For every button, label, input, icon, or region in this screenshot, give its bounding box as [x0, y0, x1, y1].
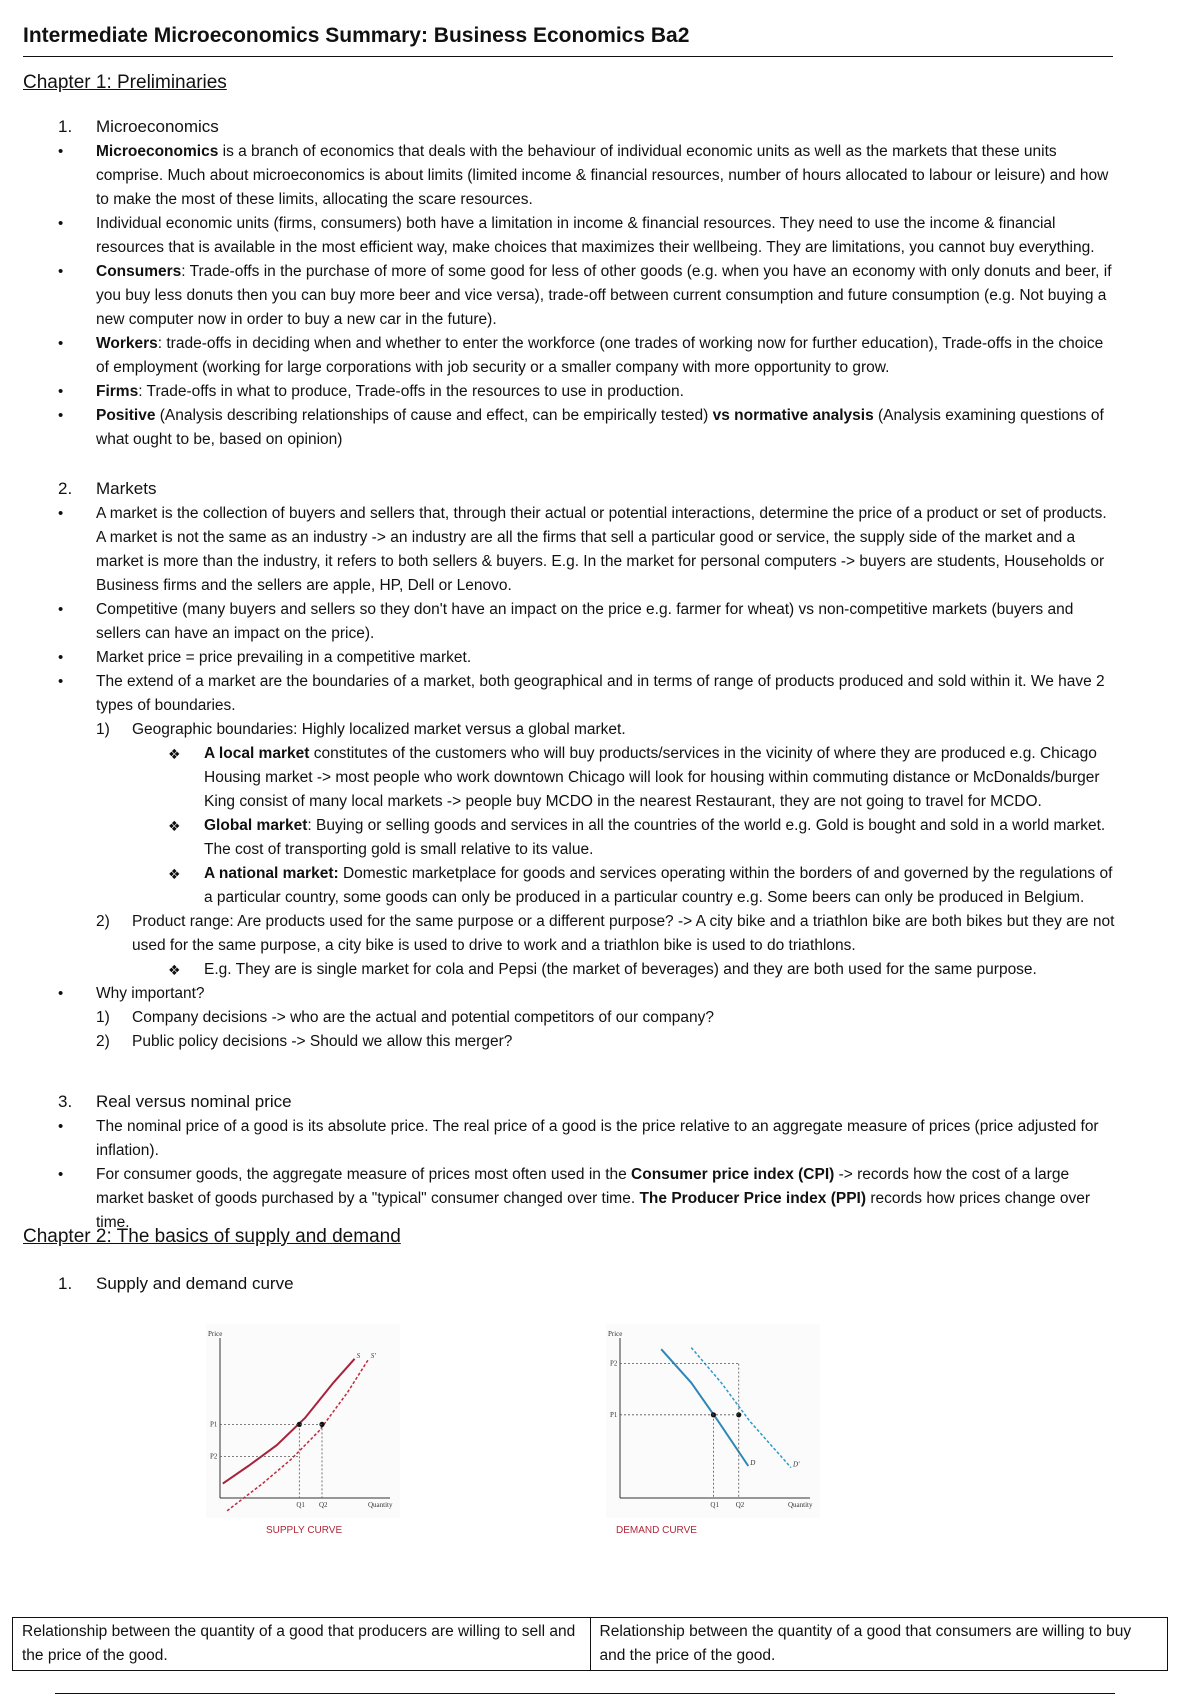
chapter-2-heading: Chapter 2: The basics of supply and demand	[23, 1226, 401, 1247]
numbered-item: 1) Geographic boundaries: Highly localized market versus a global market.	[96, 721, 626, 738]
bullet-item: • Workers: trade-offs in deciding when and whether to enter the workforce (one trades of working now for further education), Trade-offs in the choice of employment (working for large corporations with job security or a smaller company with more opportunity to grow.	[58, 332, 1118, 380]
section-title: Markets	[96, 479, 157, 498]
y-tick-label: P2	[610, 1359, 618, 1368]
y-axis-label: Price	[608, 1330, 623, 1338]
x-tick-label: Q1	[710, 1501, 719, 1509]
section-number: 3.	[58, 1092, 73, 1111]
y-axis-label: Price	[208, 1330, 223, 1338]
bullet-item: • Why important?	[58, 982, 1118, 1006]
diamond-bullet-item: ❖ E.g. They are is single market for cola and Pepsi (the market of beverages) and they are both used for the same purpose.	[58, 958, 1118, 982]
table-row	[13, 1618, 1168, 1671]
bottom-divider	[55, 1693, 1115, 1694]
section-number: 1.	[58, 1274, 73, 1293]
bullet-item: • The extend of a market are the boundaries of a market, both geographical and in terms of range of products produced and sold within it. We have 2 types of boundaries.	[58, 670, 1118, 718]
definition-table	[12, 1617, 1168, 1671]
x-axis-label: Quantity	[368, 1501, 393, 1509]
bullet-item: • Market price = price prevailing in a competitive market.	[58, 646, 1118, 670]
diamond-bullet-item: ❖ A local market constitutes of the customers who will buy products/services in the vicinity of where they are produced e.g. Chicago Housing market -> most people who work downtown Chicago will look for housing within commuting distance or McDonalds/burger King consist of many local markets -> people buy MCDO in the nearest Restaurant, they are not going to travel for MCDO.	[58, 742, 1118, 814]
series-label: S	[356, 1351, 361, 1360]
demand-curve-chart	[580, 1320, 840, 1540]
series-label: D	[750, 1459, 756, 1467]
bullet-item: • Consumers: Trade-offs in the purchase of more of some good for less of other goods (e.g. when you have an economy with only donuts and beer, if you buy less donuts then you can buy more beer and vice versa), trade-off between current consumption and future consumption (e.g. Not buying a new computer now in order to buy a new car in the future).	[58, 260, 1118, 332]
diamond-bullet-icon: ❖	[168, 746, 181, 762]
section-title: Supply and demand curve	[96, 1274, 294, 1293]
bullet-item: • Individual economic units (firms, consumers) both have a limitation in income & financial resources. They need to use the income & financial resources that is available in the most efficient way, make choices that maximizes their wellbeing. They are limitations, you cannot buy everything.	[58, 212, 1118, 260]
chart-title: SUPPLY CURVE	[266, 1525, 343, 1536]
chart-title: DEMAND CURVE	[616, 1525, 697, 1536]
diamond-bullet-icon: ❖	[168, 866, 181, 882]
section-microeconomics	[58, 114, 1118, 452]
x-tick-label: Q2	[319, 1501, 328, 1509]
numbered-item: 2) Public policy decisions -> Should we allow this merger?	[96, 1033, 513, 1050]
diamond-bullet-item: ❖ A national market: Domestic marketplace for goods and services operating within the borders of and governed by the regulations of a particular country, some goods can only be produced in a particular country e.g. Some beers can only be produced in Belgium.	[58, 862, 1118, 910]
title-divider	[23, 56, 1113, 57]
y-tick-label: P2	[210, 1452, 218, 1461]
bullet-item: • A market is the collection of buyers and sellers that, through their actual or potential interactions, determine the price of a product or set of products. A market is not the same as an industry -> an industry are all the firms that sell a particular good or service, the supply side of the market and a market is more than the industry, it refers to both sellers & buyers. E.g. In the market for personal computers -> buyers are students, Households or Business firms and the sellers are apple, HP, Dell or Lenovo.	[58, 502, 1118, 598]
diamond-bullet-item: ❖ Global market: Buying or selling goods and services in all the countries of the world e.g. Gold is bought and sold in a world market. The cost of transporting gold is small relative to its value.	[58, 814, 1118, 862]
section-number: 2.	[58, 479, 73, 498]
chapter-1-heading: Chapter 1: Preliminaries	[23, 72, 227, 93]
section-heading	[58, 1089, 1118, 1115]
bullet-item: • Firms: Trade-offs in what to produce, Trade-offs in the resources to use in production.	[58, 380, 1118, 404]
section-supply-demand	[58, 1271, 1118, 1297]
demand-definition-cell: Relationship between the quantity of a good that consumers are willing to buy and the price of the good.	[590, 1618, 1168, 1671]
numbered-item: 2) Product range: Are products used for the same purpose or a different purpose? -> A city bike and a triathlon bike are both bikes but they are not used for the same purpose, a city bike is used to drive to work and a triathlon bike is used to do triathlons.	[96, 913, 1115, 954]
section-markets	[58, 476, 1118, 1054]
series-label: D'	[793, 1460, 800, 1469]
diamond-bullet-icon: ❖	[168, 818, 181, 834]
bullet-item: • For consumer goods, the aggregate measure of prices most often used in the Consumer price index (CPI) -> records how the cost of a large market basket of goods purchased by a "typical" consumer changed over time. The Producer Price index (PPI) records how prices change over time.	[58, 1163, 1118, 1235]
bullet-item: • Microeconomics is a branch of economics that deals with the behaviour of individual economic units as well as the markets that these units comprise. Much about microeconomics is about limits (limited income & financial resources, number of hours allocated to labour or leisure) and how to make the most of these limits, allocating the scare resources.	[58, 140, 1118, 212]
bullet-item: • Positive (Analysis describing relationships of cause and effect, can be empirically tested) vs normative analysis (Analysis examining questions of what ought to be, based on opinion)	[58, 404, 1118, 452]
diamond-bullet-icon: ❖	[168, 962, 181, 978]
section-heading	[58, 114, 1118, 140]
x-tick-label: Q2	[735, 1501, 745, 1509]
section-heading	[58, 476, 1118, 502]
section-number: 1.	[58, 117, 73, 136]
numbered-item: 1) Company decisions -> who are the actual and potential competitors of our company?	[96, 1009, 715, 1026]
section-heading	[58, 1271, 1118, 1297]
supply-definition-cell: Relationship between the quantity of a good that producers are willing to sell and the price of the good.	[13, 1618, 591, 1671]
x-tick-label: Q1	[296, 1501, 305, 1509]
bullet-item: • Competitive (many buyers and sellers so they don't have an impact on the price e.g. farmer for wheat) vs non-competitive markets (buyers and sellers can have an impact on the price).	[58, 598, 1118, 646]
section-title: Microeconomics	[96, 117, 219, 136]
bullet-item: • The nominal price of a good is its absolute price. The real price of a good is the price relative to an aggregate measure of prices (price adjusted for inflation).	[58, 1115, 1118, 1163]
y-tick-label: P1	[210, 1420, 218, 1429]
supply-curve-chart	[180, 1320, 420, 1540]
document-title: Intermediate Microeconomics Summary: Business Economics Ba2	[23, 24, 690, 47]
section-title: Real versus nominal price	[96, 1092, 292, 1111]
x-axis-label: Quantity	[788, 1501, 813, 1509]
section-real-vs-nominal	[58, 1089, 1118, 1235]
y-tick-label: P1	[610, 1410, 618, 1419]
chart-background	[606, 1324, 820, 1518]
series-label: S'	[370, 1351, 376, 1360]
